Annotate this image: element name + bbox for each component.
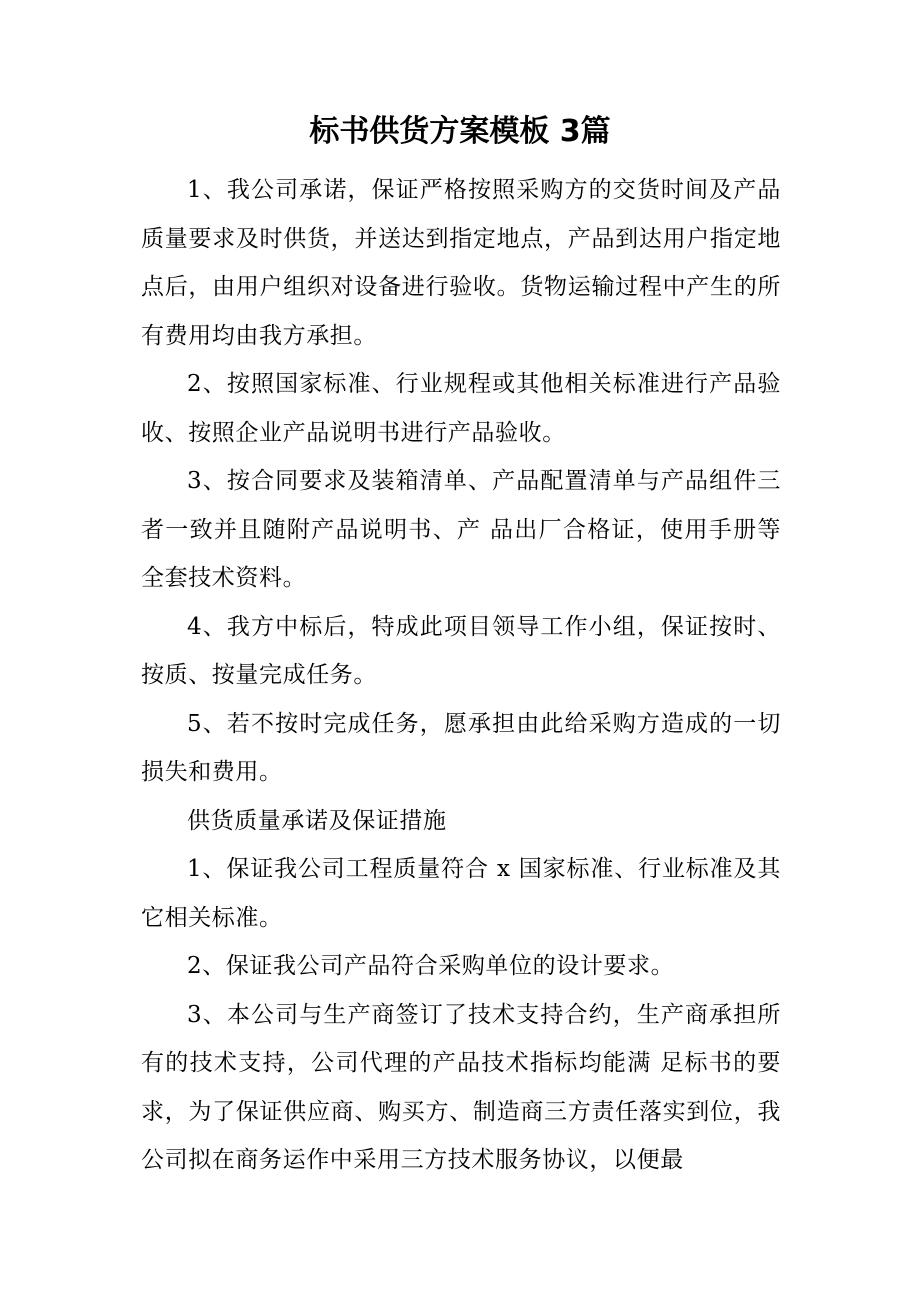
paragraph-quality-3: 3、本公司与生产商签订了技术支持合约，生产商承担所有的技术支持，公司代理的产品技术指标均能满 足标书的要求，为了保证供应商、购买方、制造商三方责任落实到位，我公司拟在商务运作中采用三方技术服务协议，以便最	[141, 1001, 781, 1173]
paragraph-quality-2: 2、保证我公司产品符合采购单位的设计要求。	[187, 953, 675, 979]
paragraph-commitment-1: 1、我公司承诺，保证严格按照采购方的交货时间及产品质量要求及时供货，并送达到指定地点，产品到达用户指定地点后，由用户组织对设备进行验收。货物运输过程中产生的所有费用均由我方承担。	[141, 177, 781, 349]
paragraph-commitment-2: 2、按照国家标准、行业规程或其他相关标准进行产品验收、按照企业产品说明书进行产品验收。	[141, 371, 781, 446]
document-title: 标书供货方案模板 3篇	[309, 114, 611, 149]
paragraph-commitment-5: 5、若不按时完成任务，愿承担由此给采购方造成的一切损失和费用。	[141, 710, 781, 785]
document-body	[141, 166, 781, 1185]
section-heading-quality: 供货质量承诺及保证措施	[187, 807, 447, 834]
paragraph-quality-1: 1、保证我公司工程质量符合 x 国家标准、行业标准及其它相关标准。	[141, 856, 781, 931]
paragraph-commitment-3: 3、按合同要求及装箱清单、产品配置清单与产品组件三者一致并且随附产品说明书、产 品出厂合格证，使用手册等全套技术资料。	[141, 468, 781, 591]
paragraph-commitment-4: 4、我方中标后，特成此项目领导工作小组，保证按时、按质、按量完成任务。	[141, 613, 781, 688]
